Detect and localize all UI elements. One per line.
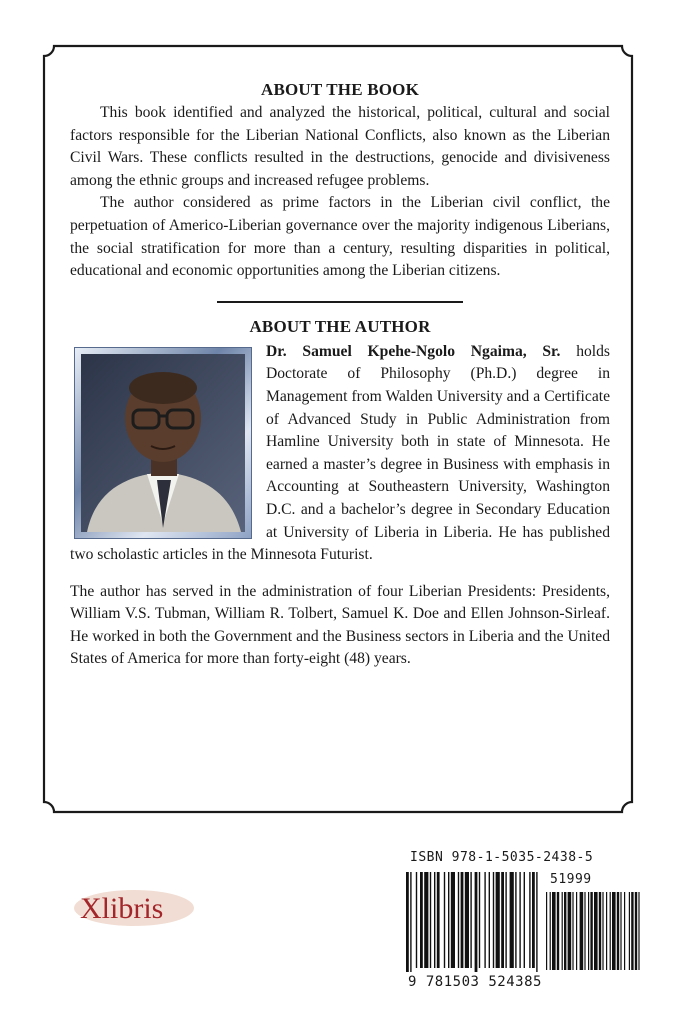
- about-book-heading: ABOUT THE BOOK: [260, 80, 420, 99]
- author-photo-frame: [74, 347, 252, 539]
- author-service-paragraph: The author has served in the administration of four Liberian Presidents: Presidents, William V.S. Tubman, William R. Tolbert, Samuel K. Doe and Ellen Johnson-Sirleaf. He worked in both the Government and the Business sectors in Liberia and the United States of America for more than forty-eight (48) years.: [70, 582, 610, 668]
- price-code: 51999: [550, 872, 592, 887]
- logo-text: Xlibris: [80, 892, 164, 925]
- xlibris-logo: [70, 880, 200, 930]
- ean-digits: 9 781503 524385: [408, 974, 542, 990]
- back-cover-text: [70, 78, 610, 671]
- author-bio-block: [70, 341, 610, 671]
- about-book-paragraph-1: This book identified and analyzed the historical, political, cultural and social factors responsible for the Liberian National Conflicts, also known as the Liberian Civil Wars. These conflicts resulted in the destructions, genocide and divisiveness among the ethnic groups and increased refugee problems.: [70, 104, 610, 189]
- section-divider: [217, 301, 463, 303]
- isbn-label: ISBN 978-1-5035-2438-5: [410, 850, 594, 865]
- author-bio-text: holds Doctorate of Philosophy (Ph.D.) degree in Management from Walden University and a Certificate of Advanced Study in Public Administration from Hamline University both in state of Minnesota. He earned a master’s degree in Business with emphasis in Accounting at Southeastern University, Washington D.C. and a bachelor’s degree in Secondary Education at University of Liberia in Liberia. He has published two scholastic articles in the Minnesota Futurist.: [70, 342, 610, 564]
- author-photo: [81, 354, 245, 532]
- about-author-heading: ABOUT THE AUTHOR: [249, 316, 431, 336]
- about-book-paragraph-2: The author considered as prime factors in the Liberian civil conflict, the perpetuation of Americo-Liberian governance over the majority indigenous Liberians, the social stratification for more than a century, resulting disparities in political, educational and economic opportunities among the Liberian citizens.: [70, 194, 610, 280]
- author-name: Dr. Samuel Kpehe-Ngolo Ngaima, Sr.: [266, 342, 561, 360]
